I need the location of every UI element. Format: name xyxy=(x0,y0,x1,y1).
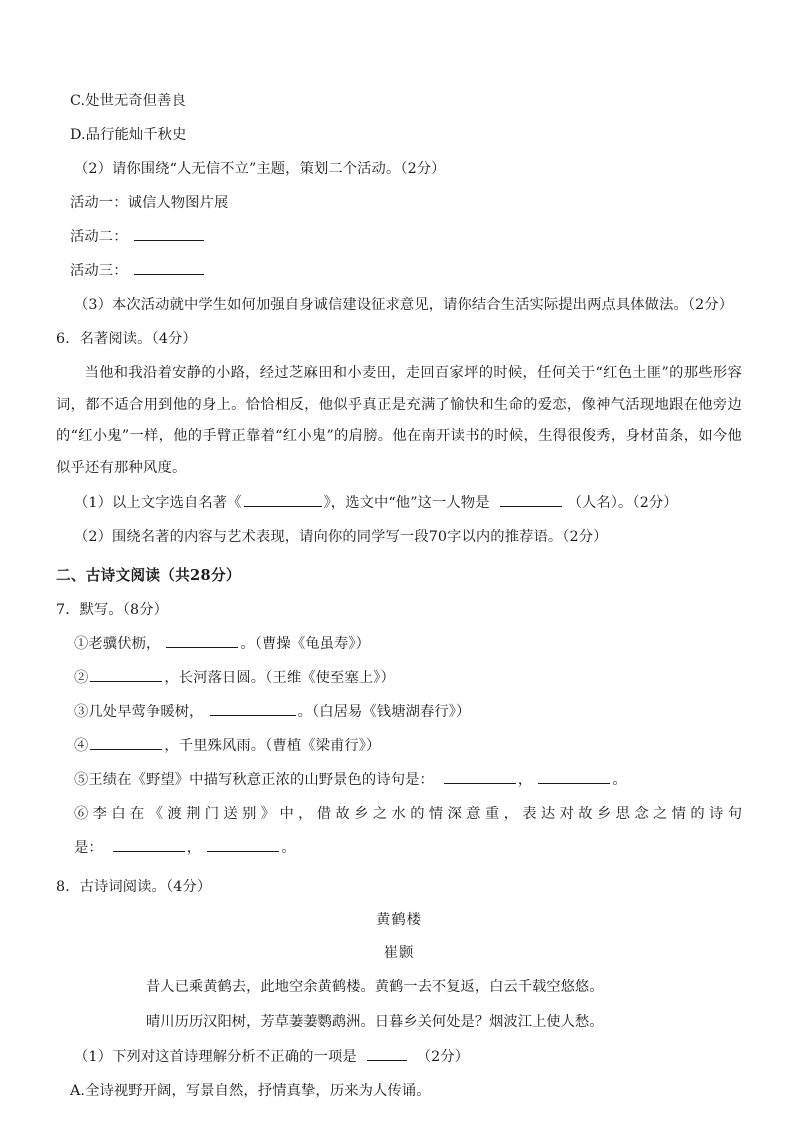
q5-activity-2-label: 活动二： xyxy=(70,229,128,245)
q6-sub1-book-blank[interactable] xyxy=(244,493,322,508)
q7-item-5-before: ⑤王绩在《野望》中描写秋意正浓的山野景色的诗句是： xyxy=(74,772,434,789)
q7-item-3-after: 。（白居易《钱塘湖春行》） xyxy=(297,704,471,721)
q7-heading: 7．默写。（8分） xyxy=(56,602,169,619)
q5-activity-1: 活动一：诚信人物图片展 xyxy=(70,195,229,211)
q5-sub2-text: （2）请你围绕“人无信不立”主题，策划二个活动。（2分） xyxy=(74,161,446,177)
q5-activity-3-blank[interactable] xyxy=(134,260,204,275)
q7-item-4-after: ，千里殊风雨。（曹植《梁甫行》） xyxy=(164,738,381,755)
q6-sub1-person-blank[interactable] xyxy=(500,493,562,508)
q6-sub1-mid: 》，选文中“他”这一人物是 xyxy=(323,495,490,512)
q7-item-2-after: ，长河落日圆。（王维《使至塞上》） xyxy=(164,670,395,687)
q7-item-3-blank[interactable] xyxy=(210,702,296,717)
q5-activity-2 xyxy=(56,222,742,252)
q6-sub1-prefix: （1）以上文字选自名著《 xyxy=(74,495,242,512)
q7-item-5-blank-1[interactable] xyxy=(444,770,516,785)
q7-item-6-line2 xyxy=(56,833,742,863)
q7-item-6-prefix: 是： xyxy=(74,840,103,857)
q8-sub1 xyxy=(56,1042,742,1072)
q6-sub1-suffix: （人名）。（2分） xyxy=(567,495,678,512)
page-content xyxy=(56,86,742,1106)
q5-sub3-text: （3）本次活动就中学生如何加强自身诚信建设征求意见，请你结合生活实际提出两点具体做法。（2分） xyxy=(74,297,734,313)
q7-item-6-blank-1[interactable] xyxy=(113,838,185,853)
q7-item-1 xyxy=(56,629,742,659)
q8-option-a: A.全诗视野开阔，写景自然，抒情真挚，历来为人传诵。 xyxy=(70,1083,431,1100)
q6-sub2-text: （2）围绕名著的内容与艺术表现，请向你的同学写一段70字以内的推荐语。（2分） xyxy=(74,529,608,546)
q5-option-c: C.处世无奇但善良 xyxy=(70,93,186,109)
q7-item-1-before: ①老骥伏枥， xyxy=(74,636,161,653)
poem-author: 崔颢 xyxy=(383,945,415,962)
q7-item-5 xyxy=(56,765,742,795)
q6-passage: 当他和我沿着安静的小路，经过芝麻田和小麦田，走回百家坪的时候，任何关于“红色土匪”的那些形容词，都不适合用到他的身上。恰恰相反，他似乎真正是充满了愉快和生命的爱恋，像神气活现地跟在他旁边的“红小鬼”一样，他的手臂正靠着“红小鬼”的肩膀。他在南开读书的时候，生得很俊秀，身材苗条，如今他似乎还有那种风度。 xyxy=(56,365,742,476)
q7-item-4-before: ④ xyxy=(74,738,89,755)
q7-item-2-blank[interactable] xyxy=(90,668,162,683)
q7-item-5-after: 。 xyxy=(612,772,627,789)
q5-option-d: D.品行能灿千秋史 xyxy=(70,127,187,143)
q7-item-1-blank[interactable] xyxy=(166,634,238,649)
poem-line-1: 昔人已乘黄鹤去，此地空余黄鹤楼。黄鹤一去不复返，白云千载空悠悠。 xyxy=(146,979,604,996)
q7-item-5-blank-2[interactable] xyxy=(538,770,610,785)
q7-item-2 xyxy=(56,663,742,693)
q8-sub1-blank[interactable] xyxy=(367,1047,407,1062)
spacer xyxy=(56,863,742,872)
q5-activity-3-label: 活动三： xyxy=(70,263,128,279)
q8-sub1-suffix: （2分） xyxy=(416,1049,470,1066)
q7-item-6-blank-2[interactable] xyxy=(207,838,279,853)
q7-item-3 xyxy=(56,697,742,727)
spacer xyxy=(56,552,742,561)
poem-title: 黄鹤楼 xyxy=(376,912,422,929)
q7-item-3-before: ③几处早莺争暖树， xyxy=(74,704,204,721)
q6-sub1 xyxy=(56,488,742,518)
q7-item-2-before: ② xyxy=(74,670,89,687)
q5-activity-2-blank[interactable] xyxy=(134,226,204,241)
q7-item-5-middle: ， xyxy=(517,772,533,789)
q7-item-6-after: 。 xyxy=(281,840,296,857)
q8-heading: 8．古诗词阅读。（4分） xyxy=(56,879,212,896)
q7-item-4-blank[interactable] xyxy=(90,736,162,751)
q7-item-6-middle: ， xyxy=(186,840,202,857)
q7-item-4 xyxy=(56,731,742,761)
q8-sub1-prefix: （1）下列对这首诗理解分析不正确的一项是 xyxy=(74,1049,357,1066)
q6-heading: 6．名著阅读。（4分） xyxy=(56,331,197,347)
q7-item-1-after: 。（曹操《龟虽寿》） xyxy=(240,636,371,653)
poem-line-2: 晴川历历汉阳树，芳草萋萋鹦鹉洲。日暮乡关何处是？烟波江上使人愁。 xyxy=(146,1014,604,1031)
q7-item-6-line1: ⑥李白在《渡荆门送别》中，借故乡之水的情深意重，表达对故乡思念之情的诗句 xyxy=(74,806,742,823)
q5-activity-3 xyxy=(56,256,742,286)
section-2-heading: 二、古诗文阅读（共28分） xyxy=(56,567,241,585)
